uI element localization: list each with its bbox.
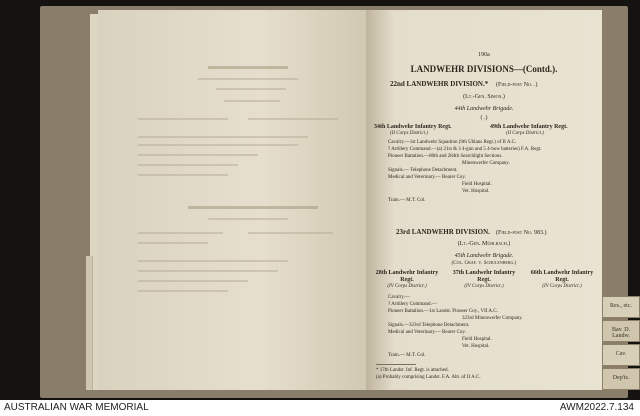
unit-line: ? Artillery Command.—(a) 21st & 3 4-gun and 5 4-how batteries) F.A. Regt. <box>388 147 542 152</box>
left-page-bleed-line <box>208 218 288 220</box>
unit-line: Cavalry.—1st Landwehr Squadron (9th Uhlans Regt.) of II A.C. <box>388 140 517 145</box>
left-page-bleed-line <box>138 280 248 282</box>
regiment-name: 28th Landwehr Infantry <box>375 270 439 276</box>
left-page-bleed-line <box>138 232 223 234</box>
left-page-bleed-line <box>138 144 298 146</box>
division-title: 22nd LANDWEHR DIVISION.* <box>390 80 489 88</box>
footer-credit: AUSTRALIAN WAR MEMORIAL <box>4 402 149 413</box>
commander: (Lt.-Gen. Mühlbach.) <box>457 241 511 247</box>
left-page-bleed-line <box>138 164 238 166</box>
unit-line: Minenwerfer Company. <box>462 161 510 166</box>
left-page-bleed-line <box>248 232 333 234</box>
left-page-bleed-line <box>224 100 280 102</box>
left-page-bleed-line <box>138 260 288 262</box>
regiment-district: (IV Corps District.) <box>542 284 582 289</box>
unit-line: Field Hospital. <box>462 182 492 187</box>
regiment-district: (IV Corps District.) <box>464 284 504 289</box>
left-page-bleed-line <box>198 78 298 80</box>
footnote: * 17th Landst. Inf. Regt. is attached. <box>376 368 449 373</box>
regiment-name-cont: Regt. <box>400 277 414 283</box>
page-number: 190a <box>478 52 490 58</box>
unit-line: Signals.—323rd Telephone Detachment. <box>388 323 470 328</box>
index-tab[interactable]: Res., etc. <box>602 296 640 318</box>
left-page-bleed-line <box>138 290 228 292</box>
footer-bar <box>0 400 640 416</box>
field-post: (Field-post No. 983.) <box>496 230 547 236</box>
right-page <box>366 10 602 390</box>
field-post: (Field-post No. .) <box>496 82 538 88</box>
page-heading: LANDWEHR DIVISIONS—(Contd.). <box>410 64 558 74</box>
regiment-name: 37th Landwehr Infantry <box>452 270 516 276</box>
unit-line: Cavalry.— <box>388 295 410 300</box>
division-title: 23rd LANDWEHR DIVISION. <box>396 228 490 236</box>
page-edge-stack-lower <box>86 256 93 390</box>
regiment-name-cont: Regt. <box>555 277 569 283</box>
commander: (Lt.-Gen. Simon.) <box>463 94 505 100</box>
left-page-bleed-line <box>138 270 278 272</box>
left-page <box>98 10 366 390</box>
left-page-bleed-line <box>138 136 308 138</box>
brigade: 45th Landwehr Brigade. <box>454 253 514 259</box>
unit-line: Pioneer Battalion.—80th and 284th Searchlight Sections. <box>388 154 503 159</box>
footnote-rule <box>376 364 416 365</box>
regiment-district: (II Corps District.) <box>506 131 544 136</box>
index-tabs <box>602 296 640 392</box>
index-tab[interactable]: Bav. D. Landw. <box>602 320 640 342</box>
unit-line: Medical and Veterinary.— Bearer Coy. <box>388 330 466 335</box>
left-page-bleed-line <box>188 206 318 209</box>
left-page-bleed-line <box>138 242 208 244</box>
book <box>40 6 630 400</box>
index-tab[interactable]: Dep'ts. <box>602 368 640 390</box>
unit-line: Vet. Hospital. <box>462 344 490 349</box>
footnote: (a) Probably comprising Landst. F.A. Abt. of II A.C. <box>376 375 481 380</box>
brigade-commander: (Col. Graf. v. Schulenberg.) <box>451 261 517 266</box>
brigade-commander: ( .) <box>480 115 488 121</box>
unit-line: Pioneer Battalion.—1st Landst. Pioneer Coy., VII A.C. <box>388 309 498 314</box>
left-page-bleed-line <box>216 88 286 90</box>
index-tab[interactable]: Cav. <box>602 344 640 366</box>
left-page-bleed-line <box>248 118 338 120</box>
left-page-bleed-line <box>138 118 228 120</box>
unit-line: ? Artillery Command.— <box>388 302 437 307</box>
unit-line: Train.— M.T. Col. <box>388 198 426 203</box>
unit-line: Signals.— Telephone Detachment. <box>388 168 458 173</box>
regiment-name: 49th Landwehr Infantry Regt. <box>490 124 568 130</box>
unit-line: Medical and Veterinary.— Bearer Coy. <box>388 175 466 180</box>
regiment-district: (II Corps District.) <box>390 131 428 136</box>
left-page-bleed-line <box>138 154 258 156</box>
regiment-name-cont: Regt. <box>477 277 491 283</box>
regiment-name: 66th Landwehr Infantry <box>530 270 594 276</box>
left-page-bleed-line <box>208 66 288 69</box>
unit-line: Field Hospital. <box>462 337 492 342</box>
footer-accession-number: AWM2022.7.134 <box>559 402 634 413</box>
regiment-district: (IV Corps District.) <box>387 284 427 289</box>
left-page-bleed-line <box>138 174 228 176</box>
unit-line: 323rd Minenwerfer Company. <box>462 316 523 321</box>
brigade: 44th Landwehr Brigade. <box>454 106 514 112</box>
regiment-name: 34th Landwehr Infantry Regt. <box>374 124 452 130</box>
unit-line: Train.— M.T. Col. <box>388 353 426 358</box>
unit-line: Vet. Hospital. <box>462 189 490 194</box>
